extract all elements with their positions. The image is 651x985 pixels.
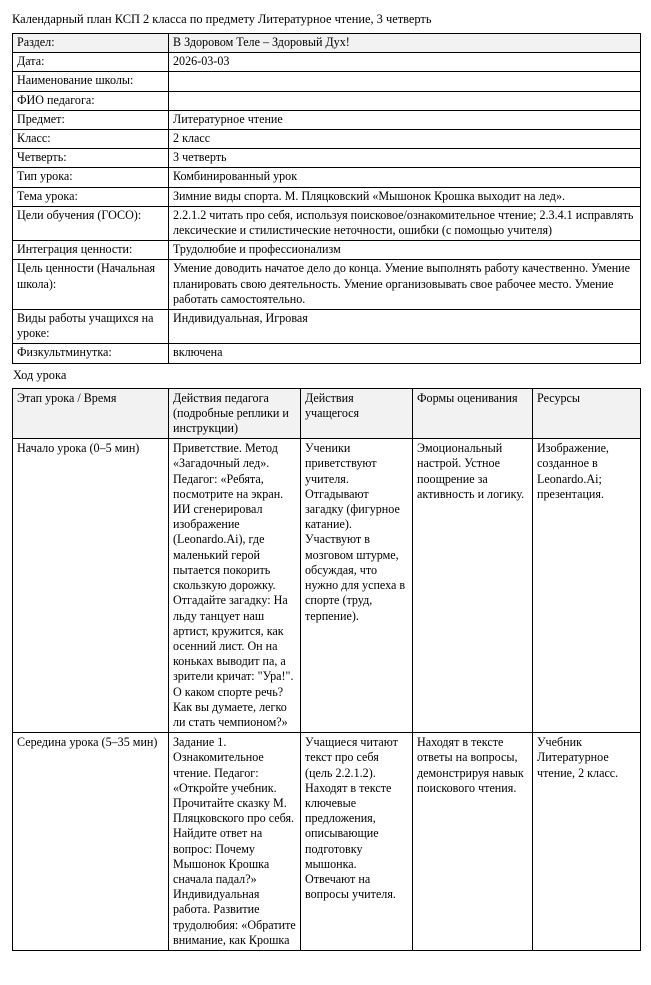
info-row xyxy=(13,34,641,53)
info-row xyxy=(13,110,641,129)
info-row-value: 2 класс xyxy=(169,130,641,149)
info-row xyxy=(13,344,641,363)
info-row xyxy=(13,241,641,260)
info-row xyxy=(13,260,641,310)
info-row xyxy=(13,130,641,149)
info-row-value xyxy=(169,91,641,110)
info-row-label: Дата: xyxy=(13,53,169,72)
lesson-flow-label: Ход урока xyxy=(13,367,67,382)
info-row-label: Четверть: xyxy=(13,149,169,168)
info-row-value xyxy=(169,72,641,91)
info-row xyxy=(13,72,641,91)
info-row-value: 3 четверть xyxy=(169,149,641,168)
info-row-value: В Здоровом Теле – Здоровый Дух! xyxy=(169,34,641,53)
stage-cell: Начало урока (0–5 мин) xyxy=(13,439,169,733)
info-row-value: Умение доводить начатое дело до конца. Умение выполнять работу качественно. Умение планировать свою деятельность. Умение организовывать свое рабочее место. Умение работать самостоятельно. xyxy=(169,260,641,310)
assessment-cell: Находят в тексте ответы на вопросы, демонстрируя навык поискового чтения. xyxy=(413,733,533,951)
lesson-info-body xyxy=(13,34,641,364)
info-row-label: Цель ценности (Начальная школа): xyxy=(13,260,169,310)
info-row-value: Комбинированный урок xyxy=(169,168,641,187)
student-actions-cell: Учащиеся читают текст про себя (цель 2.2.1.2). Находят в тексте ключевые предложения, описывающие подготовку мышонка. Отвечают на вопросы учителя. xyxy=(301,733,413,951)
info-row-label: Виды работы учащихся на уроке: xyxy=(13,310,169,344)
info-row-value: Индивидуальная, Игровая xyxy=(169,310,641,344)
teacher-actions-cell: Приветствие. Метод «Загадочный лед». Педагог: «Ребята, посмотрите на экран. ИИ сгенерировал изображение (Leonardo.Ai), где маленький герой пытается покорить скользкую дорожку. Отгадайте загадку: На льду танцует наш артист, кружится, как осенний лист. Он на коньках выводит па, а зрители кричат: "Ура!". О каком спорте речь? Как вы думаете, легко ли стать чемпионом?» xyxy=(169,439,301,733)
info-row-value: Литературное чтение xyxy=(169,110,641,129)
info-row-label: ФИО педагога: xyxy=(13,91,169,110)
info-row-value: Трудолюбие и профессионализм xyxy=(169,241,641,260)
info-row xyxy=(13,187,641,206)
info-row xyxy=(13,149,641,168)
lesson-plan-body xyxy=(13,439,641,951)
resources-cell: Изображение, созданное в Leonardo.Ai; презентация. xyxy=(533,439,641,733)
info-row-label: Предмет: xyxy=(13,110,169,129)
info-row xyxy=(13,206,641,240)
lesson-plan-head xyxy=(13,388,641,439)
info-row-label: Цели обучения (ГОСО): xyxy=(13,206,169,240)
info-row xyxy=(13,168,641,187)
lesson-plan-table xyxy=(12,388,641,951)
info-row xyxy=(13,53,641,72)
table-row xyxy=(13,439,641,733)
info-row-label: Интеграция ценности: xyxy=(13,241,169,260)
info-row xyxy=(13,91,641,110)
lesson-plan-header-row xyxy=(13,388,641,439)
stage-cell: Середина урока (5–35 мин) xyxy=(13,733,169,951)
column-header: Действия учащегося xyxy=(301,388,413,439)
teacher-actions-cell: Задание 1. Ознакомительное чтение. Педагог: «Откройте учебник. Прочитайте сказку М. Пляцковского про себя. Найдите ответ на вопрос: Почему Мышонок Крошка сначала падал?» Индивидуальная работа. Развитие трудолюбия: «Обратите внимание, как Крошка xyxy=(169,733,301,951)
page-title: Календарный план КСП 2 класса по предмету Литературное чтение, 3 четверть xyxy=(12,12,432,26)
student-actions-cell: Ученики приветствуют учителя. Отгадывают загадку (фигурное катание). Участвуют в мозговом штурме, обсуждая, что нужно для успеха в спорте (труд, терпение). xyxy=(301,439,413,733)
info-row-label: Физкультминутка: xyxy=(13,344,169,363)
table-row xyxy=(13,733,641,951)
info-row-value: включена xyxy=(169,344,641,363)
column-header: Формы оценивания xyxy=(413,388,533,439)
column-header: Действия педагога (подробные реплики и инструкции) xyxy=(169,388,301,439)
assessment-cell: Эмоциональный настрой. Устное поощрение за активность и логику. xyxy=(413,439,533,733)
lesson-info-table xyxy=(12,33,641,364)
info-row-label: Класс: xyxy=(13,130,169,149)
column-header: Этап урока / Время xyxy=(13,388,169,439)
info-row-label: Тема урока: xyxy=(13,187,169,206)
info-row-value: 2026-03-03 xyxy=(169,53,641,72)
resources-cell: Учебник Литературное чтение, 2 класс. xyxy=(533,733,641,951)
info-row-value: Зимние виды спорта. М. Пляцковский «Мышонок Крошка выходит на лед». xyxy=(169,187,641,206)
info-row-label: Наименование школы: xyxy=(13,72,169,91)
column-header: Ресурсы xyxy=(533,388,641,439)
info-row xyxy=(13,310,641,344)
info-row-label: Раздел: xyxy=(13,34,169,53)
info-row-value: 2.2.1.2 читать про себя, используя поисковое/ознакомительное чтение; 2.3.4.1 исправлять лексические и стилистические неточности, ошибки (с помощью учителя) xyxy=(169,206,641,240)
info-row-label: Тип урока: xyxy=(13,168,169,187)
